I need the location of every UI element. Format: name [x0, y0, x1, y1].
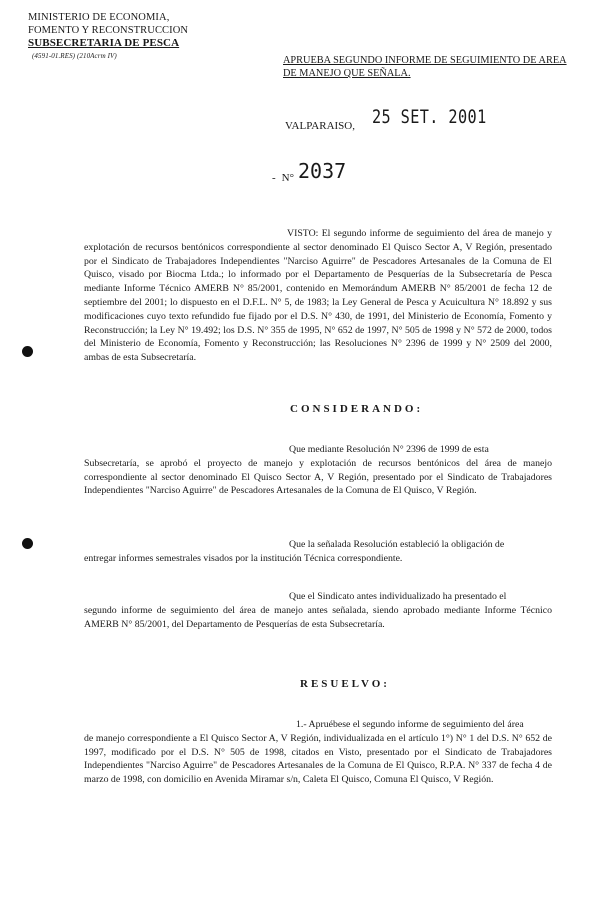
hole-punch-mark	[22, 346, 33, 357]
date-stamp: 25 SET. 2001	[372, 106, 487, 128]
resuelvo-1-text: de manejo correspondiente a El Quisco Sector A, V Región, individualizada en el artículo 1°) N° 1 del D.S. N° 652 de 1997, modificado por el D.S. N° 505 de 1998, citados en Visto, presentado por el Sindicato de Trabajadores Independientes "Narciso Aguirre" de Pescadores Artesanales de la Comuna de El Quisco, R.P.A. N° 337 de fecha 4 de marzo de 1998, con domicilio en Avenida Miramar s/n, Caleta El Quisco, Comuna El Quisco, V Región.	[84, 732, 552, 786]
visto-paragraph	[84, 227, 552, 365]
considerando-heading: CONSIDERANDO:	[290, 403, 424, 415]
hole-punch-mark	[22, 538, 33, 549]
resuelvo-paragraph-1	[84, 718, 552, 787]
considerando-paragraph-3	[84, 590, 552, 631]
considerando-3-lead: Que el Sindicato antes individualizado ha presentado el	[289, 591, 507, 602]
number-label: - N°	[272, 172, 295, 184]
ministry-line-1: MINISTERIO DE ECONOMIA,	[28, 12, 170, 23]
considerando-2-lead: Que la señalada Resolución estableció la obligación de	[289, 539, 505, 550]
considerando-1-lead: Que mediante Resolución N° 2396 de 1999 de esta	[289, 444, 489, 455]
considerando-paragraph-2	[84, 538, 552, 566]
considerando-2-text: entregar informes semestrales visados por la institución Técnica correspondiente.	[84, 552, 403, 564]
considerando-1-text: Subsecretaría, se aprobó el proyecto de manejo y explotación de recursos bentónicos del área de manejo correspondiente al sector denominado El Quisco Sector A, V Región, presentado por el Sindicato de Trabajadores Independientes "Narciso Aguirre" de Pescadores Artesanales de la Comuna de El Quisco, V Región.	[84, 457, 552, 497]
resuelvo-heading: RESUELVO:	[300, 678, 390, 690]
document-subject: APRUEBA SEGUNDO INFORME DE SEGUIMIENTO DE AREA DE MANEJO QUE SEÑALA.	[283, 55, 567, 79]
visto-text: El segundo informe de seguimiento del área de manejo y explotación de recursos bentónicos correspondiente al sector denominado El Quisco Sector A, V Región, presentado por el Sindicato de Trabajadores Independientes "Narciso Aguirre" de Pescadores Artesanales de la Comuna de El Quisco, visado por Biocma Ltda.; lo informado por el Departamento de Pesquerías de la Subsecretaría de Pesca mediante Informe Técnico AMERB N° 85/2001, contenido en Memorándum AMERB N° 85/2001 de fecha 12 de septiembre del 2001; lo dispuesto en el D.F.L. N° 5, de 1983; la Ley General de Pesca y Acuicultura N° 18.892 y sus modificaciones cuyo texto refundido fue fijado por el D.S. N° 430, de 1991, del Ministerio de Economía, Fomento y Reconstrucción; la Ley N° 19.492; los D.S. N° 355 de 1995, N° 652 de 1997, N° 505 de 1998 y N° 572 de 2000, todos del Ministerio de Economía, Fomento y Reconstrucción; las Resoluciones N° 2396 de 1999 y N° 2509 del 2000, ambas de esta Subsecretaría.	[84, 228, 553, 364]
reference-codes: (4591-01.RES) (210Acrm IV)	[32, 51, 117, 60]
ministry-line-2: FOMENTO Y RECONSTRUCCION	[28, 24, 189, 36]
considerando-paragraph-1	[84, 443, 552, 498]
resuelvo-1-lead: 1.- Apruébese el segundo informe de seguimiento del área	[296, 719, 524, 730]
number-label-text: N°	[281, 172, 295, 184]
place-label: VALPARAISO,	[285, 120, 355, 132]
resolution-number: 2037	[298, 159, 347, 183]
ministry-header	[28, 12, 188, 62]
visto-lead: VISTO:	[287, 228, 319, 239]
considerando-3-text: segundo informe de seguimiento del área de manejo antes señalada, siendo aprobado mediante Informe Técnico AMERB N° 85/2001, del Departamento de Pesquerías de esta Subsecretaría.	[84, 604, 552, 630]
subsecretaria-name: SUBSECRETARIA DE PESCA	[28, 37, 180, 49]
